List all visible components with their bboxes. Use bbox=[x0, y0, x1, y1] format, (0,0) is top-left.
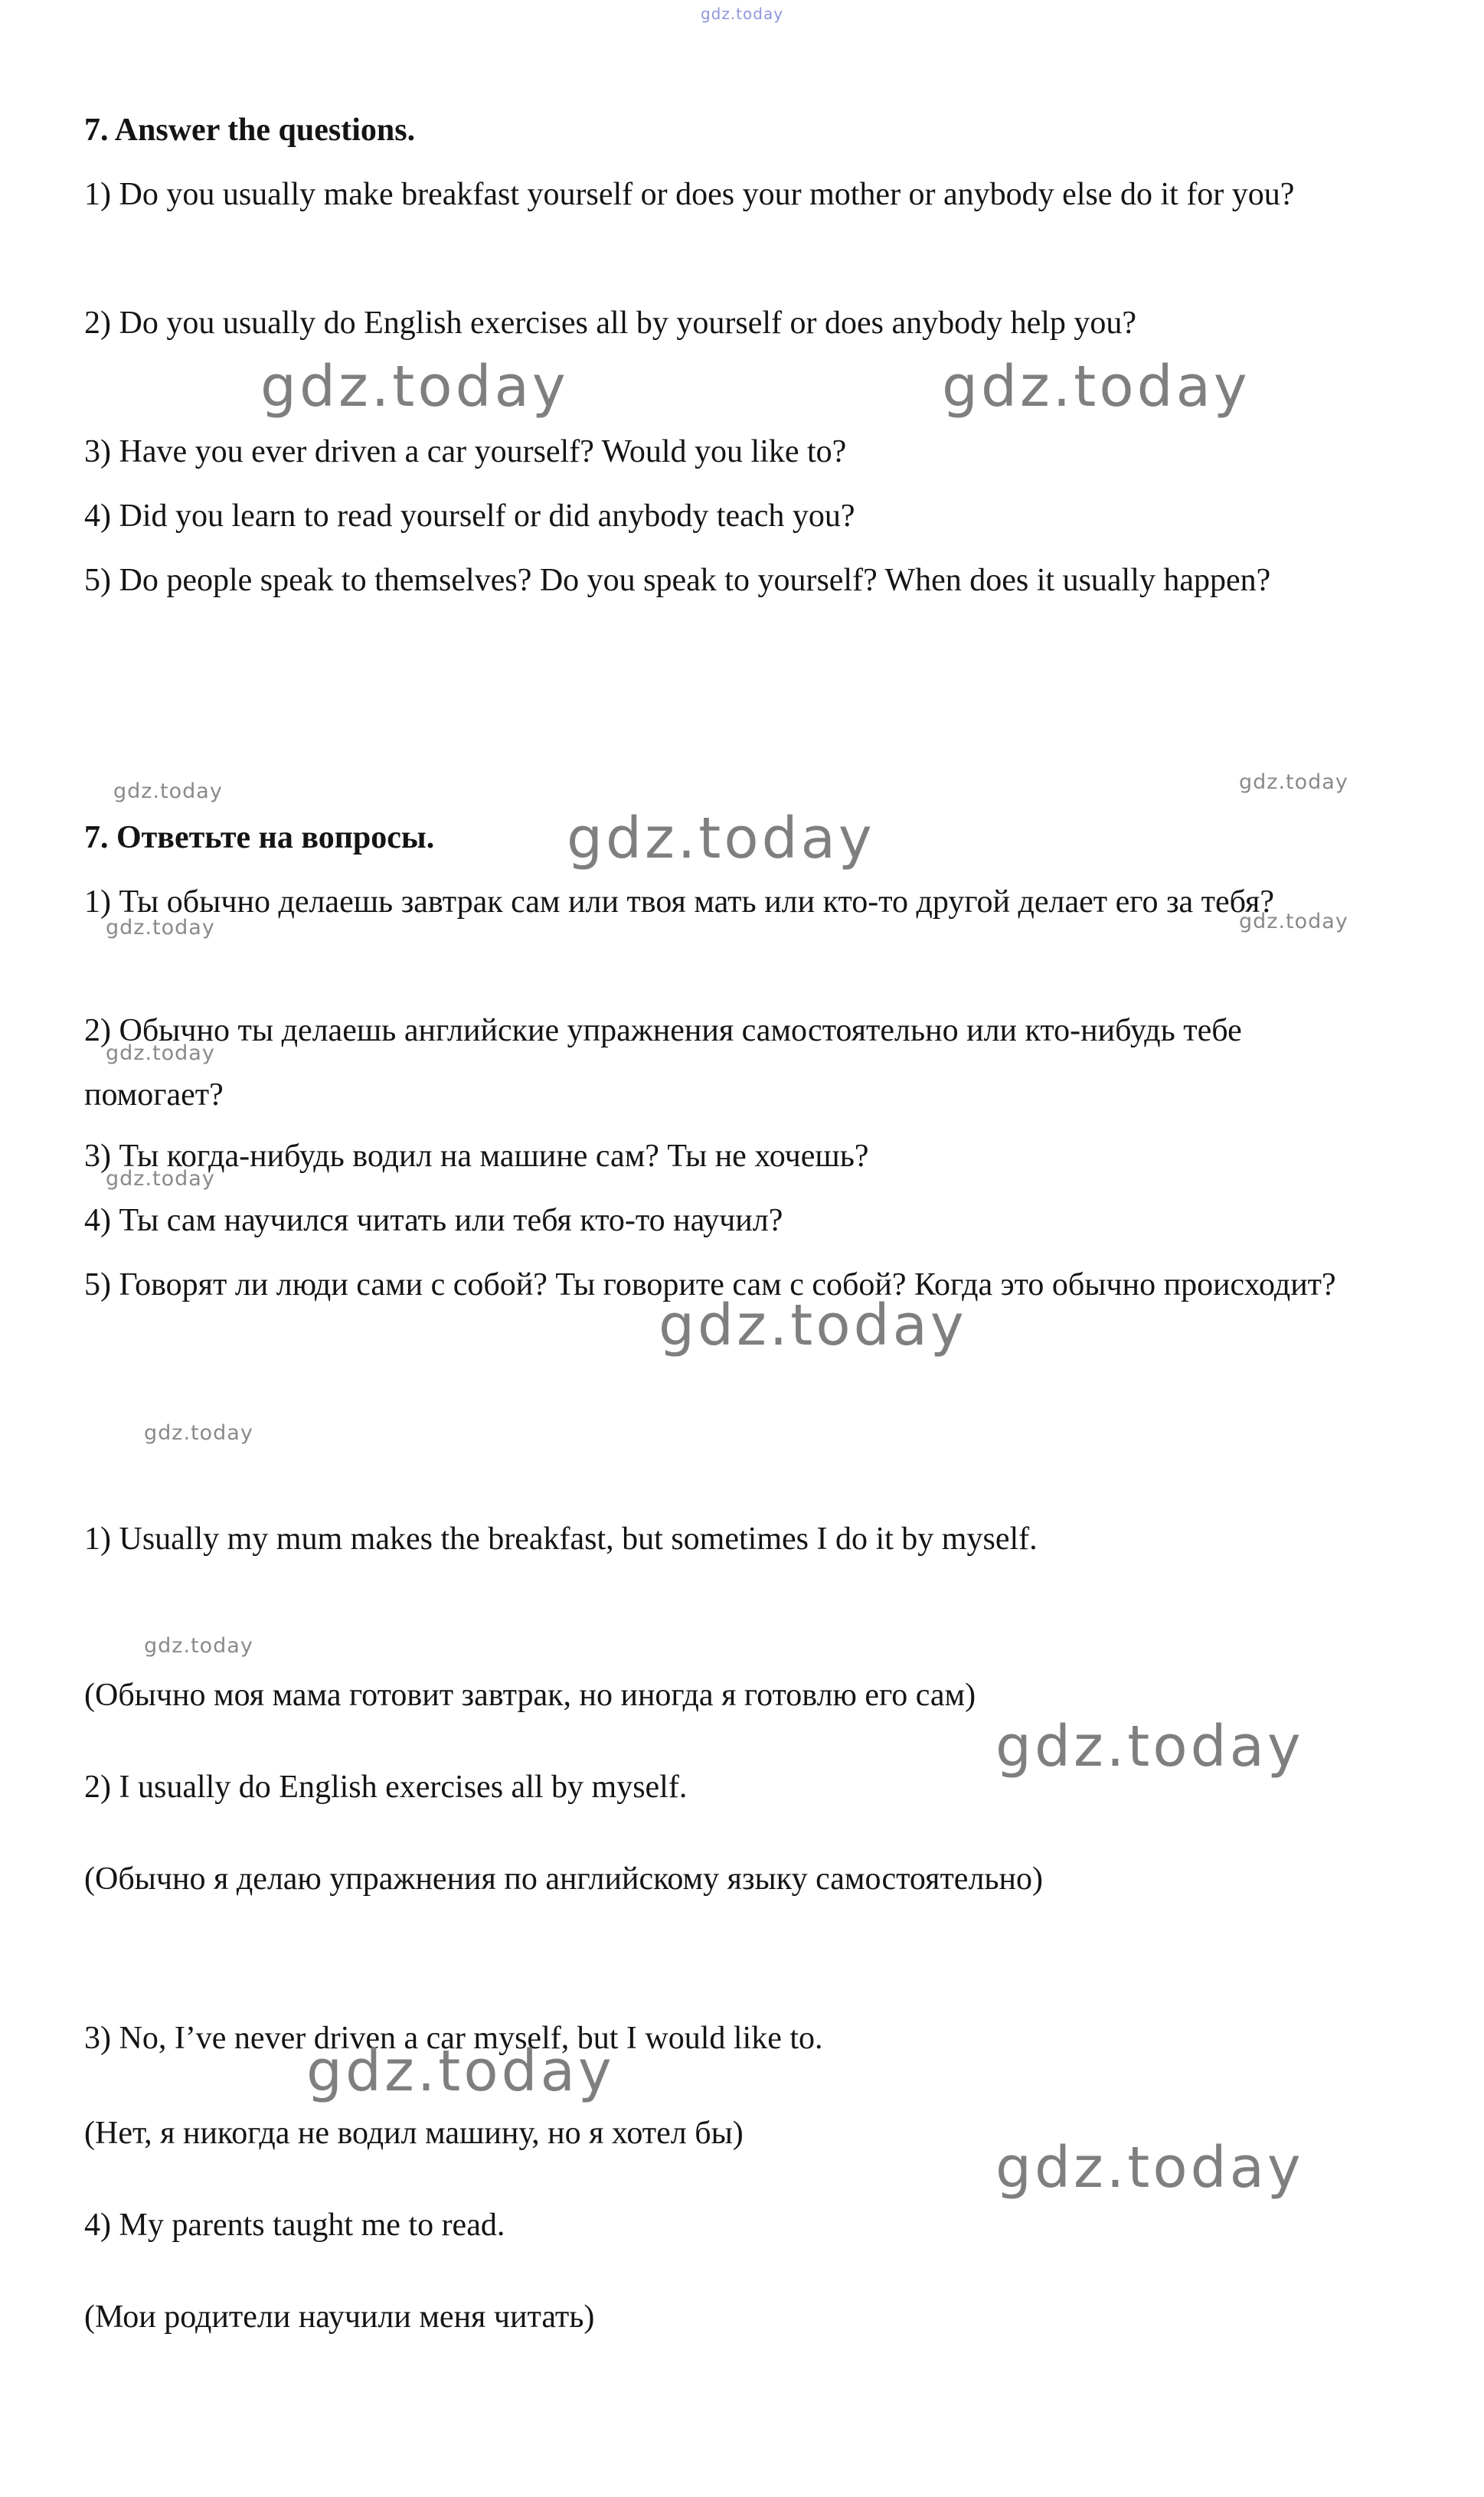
answer-2-ru: (Обычно я делаю упражнения по английскому языку самостоятельно) bbox=[84, 1861, 1044, 1897]
watermark: gdz.today bbox=[106, 1041, 215, 1065]
answer-2-en: 2) I usually do English exercises all by myself. bbox=[84, 1770, 688, 1805]
answer-1-ru: (Обычно моя мама готовит завтрак, но иногда я готовлю его сам) bbox=[84, 1678, 976, 1713]
watermark: gdz.today bbox=[995, 2135, 1304, 2201]
answer-4-ru: (Мои родители научили меня читать) bbox=[84, 2299, 595, 2335]
watermark: gdz.today bbox=[567, 806, 875, 871]
russian-question-5: 5) Говорят ли люди сами с собой? Ты говорите сам с собой? Когда это обычно происходит? bbox=[84, 1267, 1336, 1302]
answer-1-en: 1) Usually my mum makes the breakfast, but sometimes I do it by myself. bbox=[84, 1521, 1038, 1557]
watermark: gdz.today bbox=[995, 1714, 1304, 1780]
english-question-3: 3) Have you ever driven a car yourself? Would you like to? bbox=[84, 434, 847, 469]
watermark: gdz.today bbox=[659, 1293, 967, 1358]
answer-4-en: 4) My parents taught me to read. bbox=[84, 2208, 505, 2243]
english-question-5: 5) Do people speak to themselves? Do you speak to yourself? When does it usually happen? bbox=[84, 563, 1271, 598]
answer-3-ru: (Нет, я никогда не водил машину, но я хотел бы) bbox=[84, 2116, 744, 2151]
russian-question-1: 1) Ты обычно делаешь завтрак сам или твоя мать или кто-то другой делает его за тебя? bbox=[84, 884, 1274, 920]
english-question-4: 4) Did you learn to read yourself or did anybody teach you? bbox=[84, 498, 855, 534]
english-section-title: 7. Answer the questions. bbox=[84, 113, 416, 148]
watermark: gdz.today bbox=[106, 916, 215, 940]
russian-question-3: 3) Ты когда-нибудь водил на машине сам? Ты не хочешь? bbox=[84, 1139, 869, 1174]
watermark: gdz.today bbox=[260, 354, 569, 420]
watermark: gdz.today bbox=[942, 354, 1250, 420]
watermark: gdz.today bbox=[144, 1634, 253, 1658]
top-watermark: gdz.today bbox=[700, 5, 784, 23]
english-question-2: 2) Do you usually do English exercises all by yourself or does anybody help you? bbox=[84, 306, 1137, 341]
watermark: gdz.today bbox=[113, 779, 223, 803]
watermark: gdz.today bbox=[106, 1167, 215, 1191]
watermark: gdz.today bbox=[144, 1421, 253, 1445]
russian-question-4: 4) Ты сам научился читать или тебя кто-то научил? bbox=[84, 1203, 783, 1238]
english-question-1: 1) Do you usually make breakfast yourself or does your mother or anybody else do it for you? bbox=[84, 177, 1295, 212]
watermark: gdz.today bbox=[306, 2038, 615, 2104]
answer-3-en: 3) No, I’ve never driven a car myself, but I would like to. bbox=[84, 2021, 823, 2056]
watermark: gdz.today bbox=[1239, 770, 1348, 794]
russian-section-title: 7. Ответьте на вопросы. bbox=[84, 820, 435, 855]
watermark: gdz.today bbox=[1239, 910, 1348, 933]
russian-question-2: 2) Обычно ты делаешь английские упражнения самостоятельно или кто-нибудь тебе помогает? bbox=[84, 1013, 1242, 1113]
